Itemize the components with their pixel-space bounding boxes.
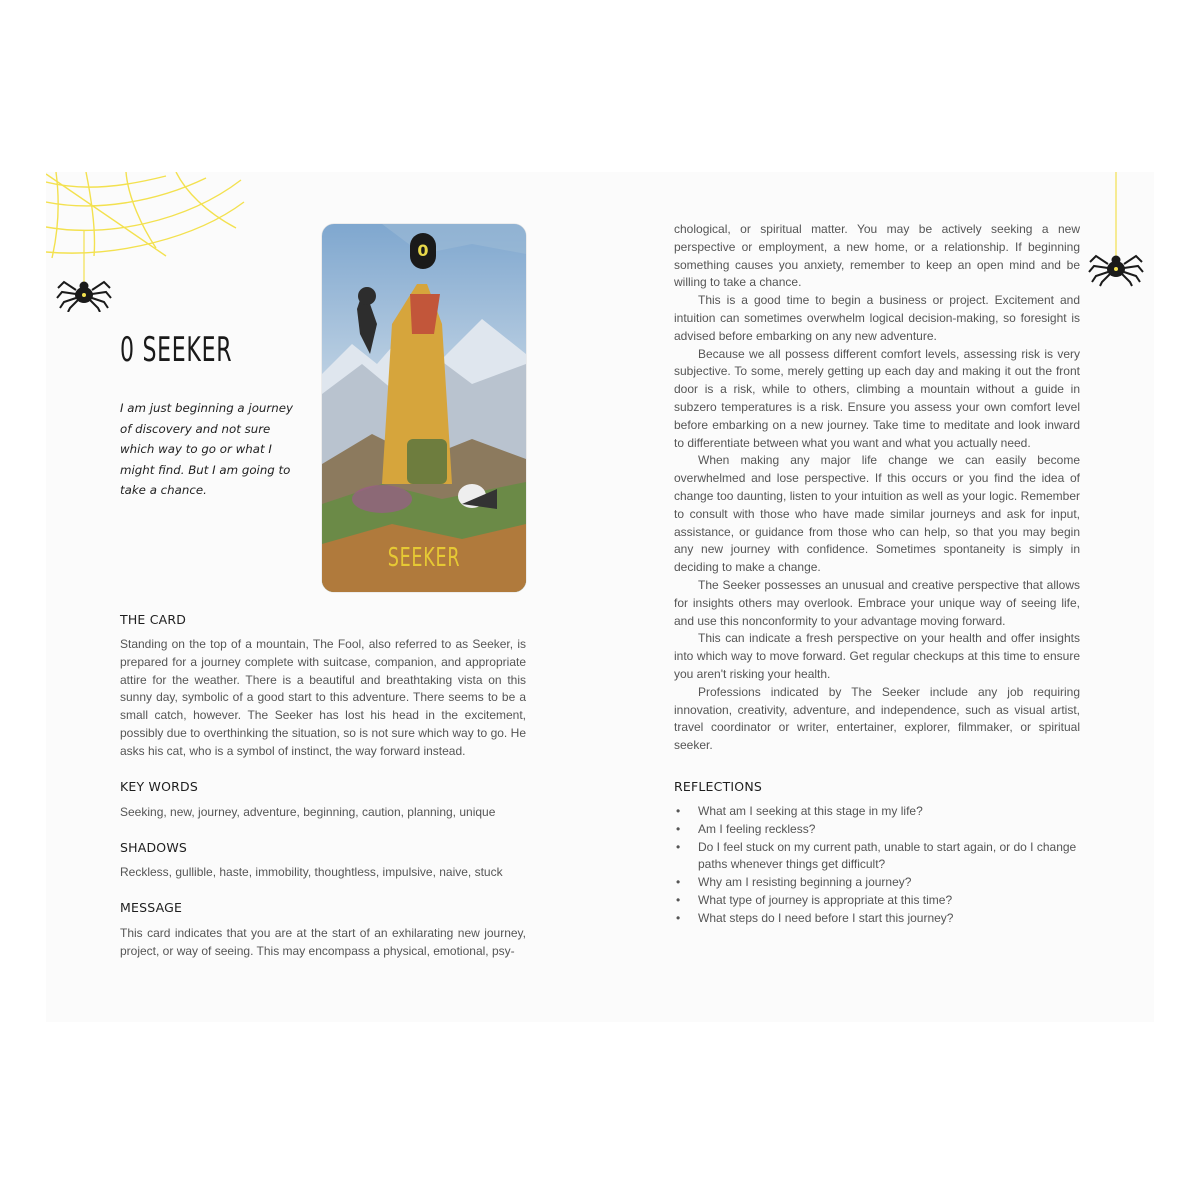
spider-icon	[56, 230, 112, 312]
reflection-text: What am I seeking at this stage in my life?	[698, 804, 923, 818]
list-item	[674, 803, 1084, 821]
card-number: 0	[410, 233, 436, 269]
bullet: •	[676, 892, 681, 907]
body-paragraph: Professions indicated by The Seeker include any job requiring innovation, creativity, adventure, and independence, such as visual artist, travel coordinator or writer, entertainer, explorer, filmmaker, or spiritual seeker.	[674, 684, 1080, 753]
reflection-text: What steps do I need before I start this journey?	[698, 910, 954, 925]
body-paragraph: This can indicate a fresh perspective on your health and offer insights into which way to move forward. Get regular checkups at this time to ensure you aren't risking your health.	[674, 631, 1080, 681]
list-item	[674, 874, 1084, 892]
shadows-text: Reckless, gullible, haste, immobility, thoughtless, impulsive, naive, stuck	[120, 865, 503, 879]
list-item	[674, 892, 1084, 910]
bullet: •	[676, 839, 681, 854]
section-heading-shadows: SHADOWS	[120, 840, 188, 855]
page-title: 0 SEEKER	[120, 330, 233, 370]
bullet: •	[676, 875, 681, 890]
spider-icon	[1088, 172, 1144, 288]
body-paragraph: When making any major life change we can easily become overwhelmed and lose perspective. If this occurs or you find the idea of change too daunting, listen to your intuition as well as your logic. Remember to consult with those who have made similar journeys and ask for input, assistance, or guidance from those who can help, so that you may begin any new journey with confidence. Sometimes spontaneity is simply in deciding to make a change.	[674, 453, 1080, 575]
reflections-list	[674, 803, 1084, 928]
tarot-card-image	[322, 224, 526, 592]
bullet: •	[676, 821, 681, 836]
body-paragraph: chological, or spiritual matter. You may be actively seeking a new perspective or employment, a new home, or a relationship. If beginning something causes you anxiety, remember to keep an open mind and be willing to take a chance.	[674, 222, 1080, 290]
the-card-paragraph: Standing on the top of a mountain, The Fool, also referred to as Seeker, is prepared for a journey complete with suitcase, companion, and appropriate attire for the weather. There is a beautiful and breathtaking vista on this sunny day, symbolic of a good start to this adventure. There seems to be a small catch, however. The Seeker has lost his head in the excitement, possibly due to overthinking the situation, so is not sure which way to go. He asks his cat, who is a symbol of instinct, the way forward instead.	[120, 637, 526, 758]
card-quote: I am just beginning a journey of discovery and not sure which way to go or what I might find. But I am going to take a chance.	[120, 401, 293, 497]
right-page-body	[674, 221, 1080, 755]
list-item	[674, 910, 1084, 928]
section-heading-the-card: THE CARD	[120, 612, 187, 627]
the-card-text	[120, 636, 526, 761]
card-label: SEEKER	[387, 543, 461, 573]
body-paragraph: This is a good time to begin a business or project. Excitement and intuition can sometimes overwhelm logical decision-making, so foresight is advised before embarking on any new adventure.	[674, 293, 1080, 343]
bullet: •	[676, 804, 681, 818]
list-item	[674, 839, 1084, 875]
reflection-text: What type of journey is appropriate at this time?	[698, 892, 953, 907]
body-paragraph: The Seeker possesses an unusual and creative perspective that allows for insights others may overlook. Embrace your unique way of seeing life, and use this nonconformity to your advantage moving forward.	[674, 577, 1080, 628]
list-item	[674, 821, 1084, 839]
section-heading-key-words: KEY WORDS	[120, 779, 198, 794]
section-heading-message: MESSAGE	[120, 900, 183, 915]
key-words-text: Seeking, new, journey, adventure, beginning, caution, planning, unique	[120, 805, 496, 819]
message-text: This card indicates that you are at the start of an exhilarating new journey, project, or way of seeing. This may encompass a physical, emotional, psy-	[120, 926, 526, 958]
body-paragraph: Because we all possess different comfort levels, assessing risk is very subjective. To some, merely getting up each day and making it out the front door is a risk, while to others, climbing a mountain without a guide in subzero temperatures is a risk. Ensure you assess your own comfort level before embarking on a new journey. Take time to meditate and look inward to differentiate between what you want and what you actually need.	[674, 346, 1080, 450]
reflection-text: Am I feeling reckless?	[698, 821, 816, 836]
section-heading-reflections: REFLECTIONS	[674, 779, 763, 794]
reflection-text: Why am I resisting beginning a journey?	[698, 875, 912, 890]
bullet: •	[676, 910, 681, 925]
reflection-text: Do I feel stuck on my current path, unable to start again, or do I change paths whenever things get difficult?	[698, 839, 1077, 872]
